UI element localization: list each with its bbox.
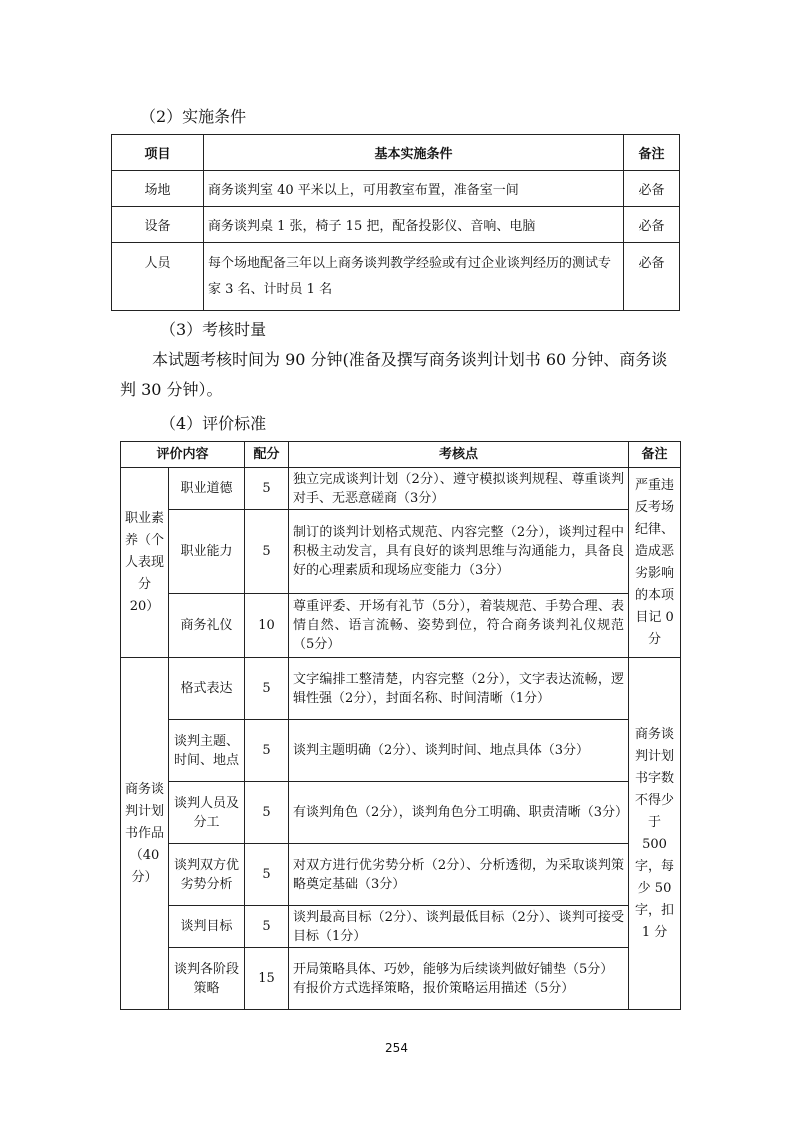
score-cell: 5 <box>245 510 289 594</box>
point-cell: 制订的谈判计划格式规范、内容完整（2分），谈判过程中积极主动发言，具有良好的谈判思维与沟通能力，具备良好的心理素质和现场应变能力（3分） <box>289 510 629 594</box>
score-cell: 10 <box>245 594 289 658</box>
table-row <box>121 948 681 1010</box>
score-cell: 5 <box>245 658 289 720</box>
score-cell: 5 <box>245 782 289 844</box>
point-cell: 谈判最高目标（2分）、谈判最低目标（2分）、谈判可接受目标（1分） <box>289 906 629 948</box>
point-line-2: 有报价方式选择策略，报价策略运用描述（5分） <box>293 980 575 996</box>
header-score: 配分 <box>245 442 289 468</box>
section-title-criteria: （4）评价标准 <box>160 414 267 433</box>
header-condition: 基本实施条件 <box>204 135 624 171</box>
table-row <box>121 844 681 906</box>
table-row <box>121 468 681 510</box>
note-cell: 严重违反考场纪律、造成恶劣影响的本项目记 0 分 <box>629 468 681 658</box>
score-cell: 5 <box>245 844 289 906</box>
item-cell: 场地 <box>112 171 204 207</box>
table-row <box>121 782 681 844</box>
evaluation-table <box>120 441 681 1010</box>
table-header-row <box>112 135 680 171</box>
sub-item-cell: 谈判各阶段策略 <box>169 948 245 1010</box>
header-point: 考核点 <box>289 442 629 468</box>
category-cell: 商务谈判计划书作品（40 分） <box>121 658 169 1010</box>
point-cell <box>289 948 629 1010</box>
note-cell: 必备 <box>624 171 680 207</box>
condition-cell: 每个场地配备三年以上商务谈判教学经验或有过企业谈判经历的测试专家 3 名、计时员 1 名 <box>204 243 624 311</box>
header-item: 项目 <box>112 135 204 171</box>
page-number: 254 <box>385 1041 408 1055</box>
table-header-row <box>121 442 681 468</box>
table-row <box>112 207 680 243</box>
note-cell: 必备 <box>624 243 680 311</box>
conditions-table <box>111 134 680 311</box>
condition-cell: 商务谈判桌 1 张，椅子 15 把，配备投影仪、音响、电脑 <box>204 207 624 243</box>
condition-cell: 商务谈判室 40 平米以上，可用教室布置，准备室一间 <box>204 171 624 207</box>
sub-item-cell: 格式表达 <box>169 658 245 720</box>
table-row <box>112 243 680 311</box>
score-cell: 15 <box>245 948 289 1010</box>
note-cell: 商务谈判计划书字数不得少于 500 字，每少 50 字，扣 1 分 <box>629 658 681 1010</box>
sub-item-cell: 谈判目标 <box>169 906 245 948</box>
duration-text: 本试题考核时间为 90 分钟(准备及撰写商务谈判计划书 60 分钟、商务谈判 30 分钟）。 <box>120 350 668 399</box>
table-row <box>121 906 681 948</box>
section-title-conditions: （2）实施条件 <box>140 107 247 126</box>
point-cell: 独立完成谈判计划（2分）、遵守模拟谈判规程、尊重谈判对手、无恶意磋商（3分） <box>289 468 629 510</box>
item-cell: 人员 <box>112 243 204 311</box>
table-row <box>112 171 680 207</box>
item-cell: 设备 <box>112 207 204 243</box>
point-cell: 对双方进行优劣势分析（2分）、分析透彻，为采取谈判策略奠定基础（3分） <box>289 844 629 906</box>
header-note: 备注 <box>629 442 681 468</box>
point-cell: 尊重评委、开场有礼节（5分），着装规范、手势合理、表情自然、语言流畅、姿势到位，符合商务谈判礼仪规范（5分） <box>289 594 629 658</box>
score-cell: 5 <box>245 720 289 782</box>
score-cell: 5 <box>245 906 289 948</box>
point-line-1: 开局策略具体、巧妙，能够为后续谈判做好铺垫（5分） <box>293 961 614 977</box>
table-row <box>121 658 681 720</box>
table-row <box>121 594 681 658</box>
header-note: 备注 <box>624 135 680 171</box>
sub-item-cell: 商务礼仪 <box>169 594 245 658</box>
section-title-duration: （3）考核时量 <box>160 320 267 339</box>
point-cell: 有谈判角色（2分），谈判角色分工明确、职责清晰（3分） <box>289 782 629 844</box>
table-row <box>121 510 681 594</box>
sub-item-cell: 谈判人员及分工 <box>169 782 245 844</box>
sub-item-cell: 谈判双方优劣势分析 <box>169 844 245 906</box>
point-cell: 文字编排工整清楚，内容完整（2分），文字表达流畅，逻辑性强（2分），封面名称、时间清晰（1分） <box>289 658 629 720</box>
point-cell: 谈判主题明确（2分）、谈判时间、地点具体（3分） <box>289 720 629 782</box>
header-content: 评价内容 <box>121 442 245 468</box>
table-row <box>121 720 681 782</box>
sub-item-cell: 谈判主题、时间、地点 <box>169 720 245 782</box>
sub-item-cell: 职业能力 <box>169 510 245 594</box>
note-cell: 必备 <box>624 207 680 243</box>
category-cell: 职业素养（个人表现分 20） <box>121 468 169 658</box>
sub-item-cell: 职业道德 <box>169 468 245 510</box>
score-cell: 5 <box>245 468 289 510</box>
duration-paragraph <box>120 345 680 405</box>
